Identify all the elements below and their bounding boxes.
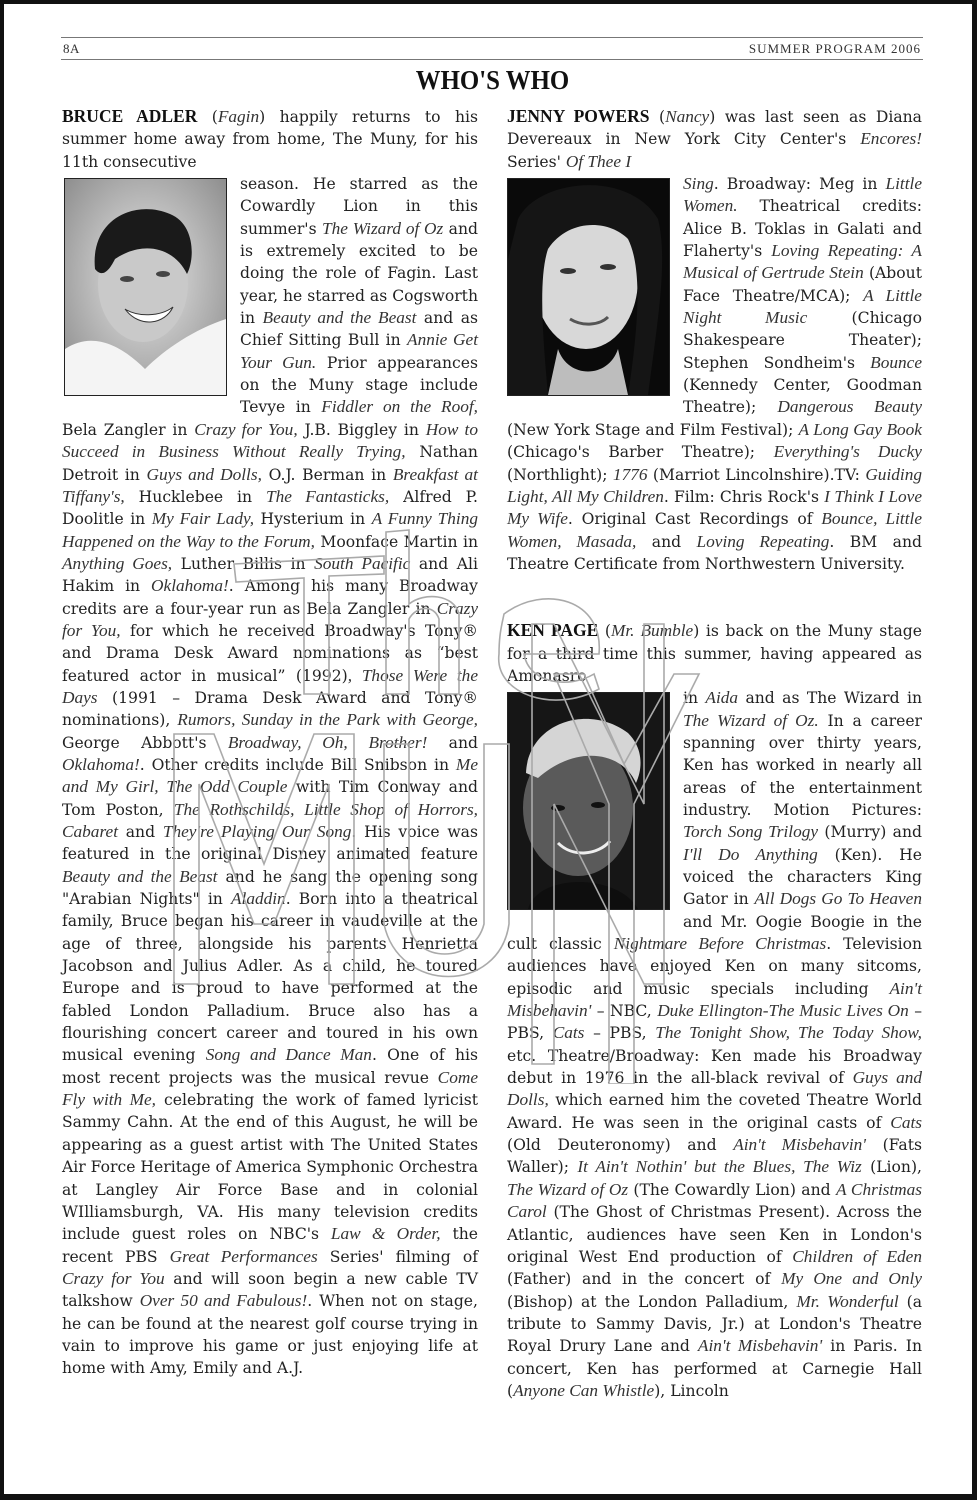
bio-text: happily returns to his summer home away from home, The Muny, for his 11th consecutive season. He starred as the Cowardly Lion in this summer's The Wizard of Oz and is extremely excited to be doing the role of Fagin. Last year, he starred as Cogsworth in Beauty and the Beast and as Chief Sitting Bull in Annie Get Your Gun. Prior appearances on the Muny stage include Tevye in Fiddler on the Roof, Bela Zangler in Crazy for You, J.B. Biggley in How to Succeed in Business Without Really Trying, Nathan Detroit in Guys and Dolls, O.J. Berman in Breakfast at Tiffany's, Hucklebee in The Fantasticks, Alfred P. Doolitle in My Fair Lady, Hysterium in A Funny Thing Happened on the Way to the Forum, Moonface Martin in Anything Goes, Luther Billis in South Pacific and Ali Hakim in Oklahoma!. Among his many Broadway credits are a four-year run as Bela Zangler in Crazy for You, for which he received Broadway's Tony® and Drama Desk Award nominations as “best featured actor in musical” (1992), Those Were the Days (1991 – Drama Desk Award and Tony® nominations), Rumors, Sunday in the Park with George, George Abbott's Broadway, Oh, Brother! and Oklahoma!. Other credits include Bill Snibson in Me and My Girl, The Odd Couple with Tim Conway and Tom Poston, The Rothschilds, Little Shop of Horrors, Cabaret and They're Playing Our Song. His voice was featured in the original Disney animated feature Beauty and the Beast and he sang the opening song "Arabian Nights" in Aladdin. Born into a theatrical family, Bruce began his career in vaudeville at the age of three, alongside his parents Henrietta Jacobson and Julius Adler. As a child, he toured Europe and is proud to have performed at the fabled London Palladium. Bruce also has a flourishing concert career and toured in his own musical evening Song and Dance Man. One of his most recent projects was the musical revue Come Fly with Me, celebrating the work of famed lyricist Sammy Cahn. At the end of this August, he will be appearing as a guest artist with The United States Air Force Heritage of America Symphonic Orchestra at Langley Air Force Base and in colonial WIlliamsburgh, VA. His many television credits include guest roles on NBC's Law & Order, the recent PBS Great Performances Series' filming of Crazy for You and will soon begin a new cable TV talkshow Over 50 and Fabulous!. When not on stage, he can be found at the nearest golf course trying in vain to improve his game or just enjoying life at home with Amy, Emily and A.J. xyxy=(62,108,479,1378)
bio-name: KEN PAGE xyxy=(507,620,599,641)
bio-role: Mr. Bumble xyxy=(610,621,694,641)
program-title: SUMMER PROGRAM 2006 xyxy=(748,41,921,56)
column-right xyxy=(507,105,922,1402)
column-left xyxy=(62,105,478,1380)
headshot-photo xyxy=(507,692,670,910)
headshot-photo xyxy=(507,178,670,396)
bio-ken-page: KEN PAGE (Mr. Bumble) is back on the Muny stage for a third time this summer, having appeared as Amonasro in Aida and as The Wizard in The Wizard of Oz. In a career spanning over thirty years, Ken has worked in nearly all areas of the entertainment industry. Motion Pictures: Torch Song Trilogy (Murry) and I'll Do Anything (Ken). He voiced the characters King Gator in All Dogs Go To Heaven and Mr. Oogie Boogie in the cult classic Nightmare Before Christmas. Television audiences have enjoyed Ken on many sitcoms, episodic and music specials including Ain't Misbehavin' – NBC, Duke Ellington-The Music Lives On – PBS, Cats – PBS, The Tonight Show, The Today Show, etc. Theatre/Broadway: Ken made his Broadway debut in 1976 in the all-black revival of Guys and Dolls, which earned him the coveted Theatre World Award. He was seen in the original casts of Cats (Old Deuteronomy) and Ain't Misbehavin' (Fats Waller); It Ain't Nothin' but the Blues, The Wiz (Lion), The Wizard of Oz (The Cowardly Lion) and A Christmas Carol (The Ghost of Christmas Present). Across the Atlantic, audiences have seen Ken in London's original West End production of Children of Eden (Father) and in the concert of My One and Only (Bishop) at the London Palladium, Mr. Wonderful (a tribute to Sammy Davis, Jr.) at London's Theatre Royal Drury Lane and Ain't Misbehavin' in Paris. In concert, Ken has performed at Carnegie Hall (Anyone Can Whistle), Lincoln xyxy=(507,620,923,1400)
bio-bruce-adler: BRUCE ADLER (Fagin) happily returns to his summer home away from home, The Muny, for his 11th consecutive season. He starred as the Cowardly Lion in this summer's The Wizard of Oz and is extremely excited to be doing the role of Fagin. Last year, he starred as Cogsworth in Beauty and the Beast and as Chief Sitting Bull in Annie Get Your Gun. Prior appearances on the Muny stage include Tevye in Fiddler on the Roof, Bela Zangler in Crazy for You, J.B. Biggley in How to Succeed in Business Without Really Trying, Nathan Detroit in Guys and Dolls, O.J. Berman in Breakfast at Tiffany's, Hucklebee in The Fantasticks, Alfred P. Doolitle in My Fair Lady, Hysterium in A Funny Thing Happened on the Way to the Forum, Moonface Martin in Anything Goes, Luther Billis in South Pacific and Ali Hakim in Oklahoma!. Among his many Broadway credits are a four-year run as Bela Zangler in Crazy for You, for which he received Broadway's Tony® and Drama Desk Award nominations as “best featured actor in musical” (1992), Those Were the Days (1991 – Drama Desk Award and Tony® nominations), Rumors, Sunday in the Park with George, George Abbott's Broadway, Oh, Brother! and Oklahoma!. Other credits include Bill Snibson in Me and My Girl, The Odd Couple with Tim Conway and Tom Poston, The Rothschilds, Little Shop of Horrors, Cabaret and They're Playing Our Song. His voice was featured in the original Disney animated feature Beauty and the Beast and he sang the opening song "Arabian Nights" in Aladdin. Born into a theatrical family, Bruce began his career in vaudeville at the age of three, alongside his parents Henrietta Jacobson and Julius Adler. As a child, he toured Europe and is proud to have performed at the fabled London Palladium. Bruce also has a flourishing concert career and toured in his own musical evening Song and Dance Man. One of his most recent projects was the musical revue Come Fly with Me, celebrating the work of famed lyricist Sammy Cahn. At the end of this August, he will be appearing as a guest artist with The United States Air Force Heritage of America Symphonic Orchestra at Langley Air Force Base and in colonial WIlliamsburgh, VA. His many television credits include guest roles on NBC's Law & Order, the recent PBS Great Performances Series' filming of Crazy for You and will soon begin a new cable TV talkshow Over 50 and Fabulous!. When not on stage, he can be found at the nearest golf course trying in vain to improve his game or just enjoying life at home with Amy, Emily and A.J. xyxy=(62,106,479,1378)
page-header xyxy=(61,37,923,60)
headshot-photo xyxy=(64,178,227,396)
bio-name: JENNY POWERS xyxy=(507,106,650,126)
bio-jenny-powers: JENNY POWERS (Nancy) was last seen as Diana Devereaux in New York City Center's Encores! Series' Of Thee I Sing. Broadway: Meg in Little Women. Theatrical credits: Alice B. Toklas in Galati and Flaherty's Loving Repeating: A Musical of Gertrude Stein (About Face Theatre/MCA); A Little Night Music (Chicago Shakespeare Theater); Stephen Sondheim's Bounce (Kennedy Center, Goodman Theatre); Dangerous Beauty (New York Stage and Film Festival); A Long Gay Book (Chicago's Barber Theatre); Everything's Ducky (Northlight); 1776 (Marriot Lincolnshire).TV: Guiding Light, All My Children. Film: Chris Rock's I Think I Love My Wife. Original Cast Recordings of Bounce, Little Women, Masada, and Loving Repeating. BM and Theatre Certificate from Northwestern University. xyxy=(507,106,922,573)
bio-name: BRUCE ADLER xyxy=(62,106,198,126)
page-title: WHO'S WHO xyxy=(415,65,570,95)
bio-role: Nancy xyxy=(665,107,710,126)
page-number: 8A xyxy=(63,41,80,56)
bio-text: was last seen as Diana Devereaux in New York City Center's Encores! Series' Of Thee I Sing. Broadway: Meg in Little Women. Theatrical credits: Alice B. Toklas in Galati and Flaherty's Loving Repeating: A Musical of Gertrude Stein (About Face Theatre/MCA); A Little Night Music (Chicago Shakespeare Theater); Stephen Sondheim's Bounce (Kennedy Center, Goodman Theatre); Dangerous Beauty (New York Stage and Film Festival); A Long Gay Book (Chicago's Barber Theatre); Everything's Ducky (Northlight); 1776 (Marriot Lincolnshire).TV: Guiding Light, All My Children. Film: Chris Rock's I Think I Love My Wife. Original Cast Recordings of Bounce, Little Women, Masada, and Loving Repeating. BM and Theatre Certificate from Northwestern University. xyxy=(507,108,922,573)
bio-role: Fagin xyxy=(217,107,260,126)
bio-text: is back on the Muny stage for a third time this summer, having appeared as Amonasro in Aida and as The Wizard in The Wizard of Oz. In a career spanning over thirty years, Ken has worked in nearly all areas of the entertainment industry. Motion Pictures: Torch Song Trilogy (Murry) and I'll Do Anything (Ken). He voiced the characters King Gator in All Dogs Go To Heaven and Mr. Oogie Boogie in the cult classic Nightmare Before Christmas. Television audiences have enjoyed Ken on many sitcoms, episodic and music specials including Ain't Misbehavin' – NBC, Duke Ellington-The Music Lives On – PBS, Cats – PBS, The Tonight Show, The Today Show, etc. Theatre/Broadway: Ken made his Broadway debut in 1976 in the all-black revival of Guys and Dolls, which earned him the coveted Theatre World Award. He was seen in the original casts of Cats (Old Deuteronomy) and Ain't Misbehavin' (Fats Waller); It Ain't Nothin' but the Blues, The Wiz (Lion), The Wizard of Oz (The Cowardly Lion) and A Christmas Carol (The Ghost of Christmas Present). Across the Atlantic, audiences have seen Ken in London's original West End production of Children of Eden (Father) and in the concert of My One and Only (Bishop) at the London Palladium, Mr. Wonderful (a tribute to Sammy Davis, Jr.) at London's Theatre Royal Drury Lane and Ain't Misbehavin' in Paris. In concert, Ken has performed at Carnegie Hall (Anyone Can Whistle), Lincoln xyxy=(507,622,923,1400)
